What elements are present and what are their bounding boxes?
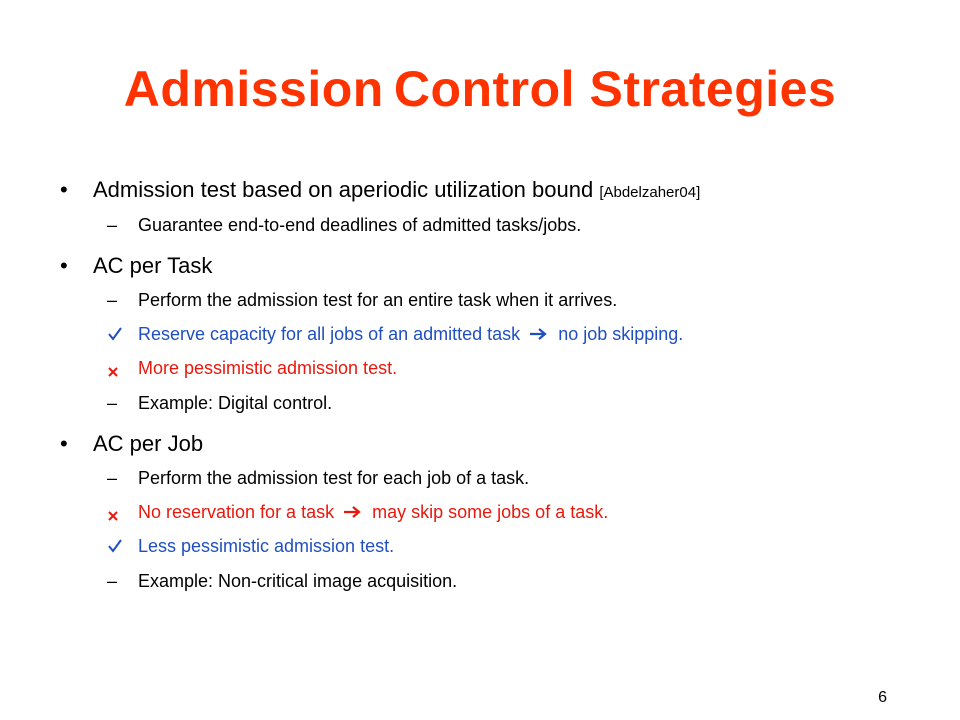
bullet-marker: • (60, 177, 68, 202)
bullet-marker: • (60, 253, 68, 278)
check-icon (107, 538, 123, 559)
pro-text: Less pessimistic admission test. (138, 536, 395, 556)
citation: [Abdelzaher04] (599, 184, 701, 201)
sub-bullet-text: Perform the admission test for each job of a task. (138, 468, 530, 488)
sub-bullet-text: Perform the admission test for an entire task when it arrives. (138, 290, 618, 310)
con-text-b: may skip some jobs of a task. (372, 502, 609, 522)
dash-marker: – (107, 215, 118, 235)
cross-icon (107, 506, 119, 527)
sub-bullet-text: Example: Non-critical image acquisition. (138, 571, 458, 591)
bullet-text: AC per Job (93, 431, 204, 456)
pro-text-a: Reserve capacity for all jobs of an admitted task (138, 324, 521, 344)
slide-title (0, 60, 960, 118)
dash-marker: – (107, 571, 118, 591)
sub-bullet-text: Guarantee end-to-end deadlines of admitted tasks/jobs. (138, 215, 582, 235)
dash-marker: – (107, 290, 118, 310)
dash-marker: – (107, 393, 118, 413)
title-part-1: Admission (123, 61, 384, 117)
right-arrow-icon (529, 325, 549, 346)
bullet-text: AC per Task (93, 253, 213, 278)
right-arrow-icon (343, 503, 363, 524)
dash-marker: – (107, 468, 118, 488)
bullet-text: Admission test based on aperiodic utilization bound (93, 177, 594, 202)
cross-icon (107, 362, 119, 383)
sub-bullet-text: Example: Digital control. (138, 393, 333, 413)
check-icon (107, 326, 123, 347)
pro-text-b: no job skipping. (558, 324, 684, 344)
con-text: More pessimistic admission test. (138, 358, 398, 378)
bullet-marker: • (60, 431, 68, 456)
page-number: 6 (878, 689, 887, 706)
con-text-a: No reservation for a task (138, 502, 335, 522)
title-part-2: Control Strategies (393, 61, 837, 117)
